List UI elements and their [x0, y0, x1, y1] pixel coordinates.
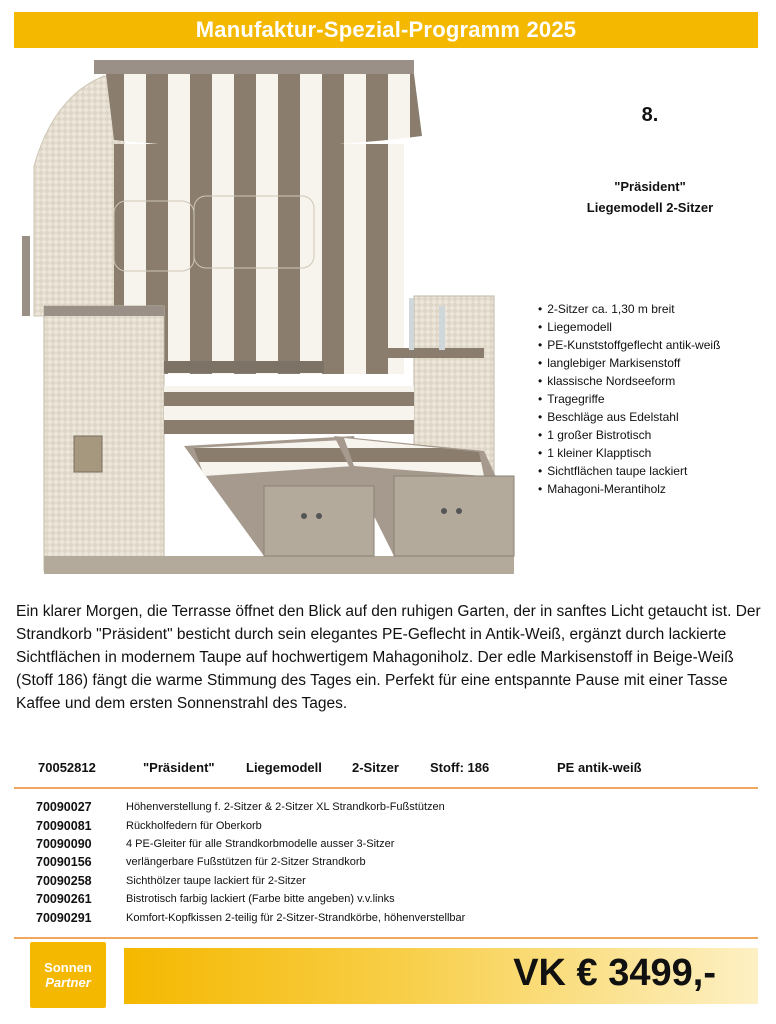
feature-item: • 1 kleiner Klapptisch — [538, 444, 720, 462]
spec-article-number: 70052812 — [38, 760, 96, 775]
feature-item: • langlebiger Markisenstoff — [538, 354, 720, 372]
product-image — [14, 56, 534, 580]
header-bar — [14, 12, 758, 48]
spec-model-name: "Präsident" — [143, 760, 215, 775]
accessory-description: Bistrotisch farbig lackiert (Farbe bitte angeben) v.v.links — [126, 893, 395, 906]
accessory-list — [36, 798, 756, 927]
accessory-description: verlängerbare Fußstützen für 2-Sitzer Strandkorb — [126, 856, 366, 869]
feature-item: • Mahagoni-Merantiholz — [538, 480, 720, 498]
accessory-code: 70090090 — [36, 836, 92, 851]
spec-size: 2-Sitzer — [352, 760, 399, 775]
logo-line1: Sonnen — [44, 960, 92, 975]
feature-item: • Tragegriffe — [538, 390, 720, 408]
feature-item: • PE-Kunststoffgeflecht antik-weiß — [538, 336, 720, 354]
accessory-code: 70090291 — [36, 910, 92, 925]
accessory-row — [36, 853, 756, 871]
model-subtitle: Liegemodell 2-Sitzer — [586, 200, 714, 215]
model-name: "Präsident" — [614, 179, 686, 194]
feature-item: • Beschläge aus Edelstahl — [538, 408, 720, 426]
accessory-code: 70090081 — [36, 818, 92, 833]
feature-item: • Liegemodell — [538, 318, 720, 336]
accessory-row — [36, 798, 756, 816]
accessory-row — [36, 908, 756, 926]
sonnenpartner-logo — [30, 942, 106, 1008]
feature-item: • Sichtflächen taupe lackiert — [538, 462, 720, 480]
logo-line2: Partner — [45, 975, 91, 990]
feature-item: • 2-Sitzer ca. 1,30 m breit — [538, 300, 720, 318]
item-number: 8. — [641, 104, 659, 126]
spec-row — [0, 760, 776, 780]
product-description: Ein klarer Morgen, die Terrasse öffnet den Blick auf den ruhigen Garten, der in sanftes Licht getaucht ist. Der Strandkorb "Präsident" besticht durch sein elegantes PE-Geflecht in Antik-Weiß, ergänzt durch lackierte Sichtflächen in modernem Taupe auf hochwertigem Mahagoniholz. Der edle Markisenstoff in Beige-Weiß (Stoff 186) fängt die warme Stimmung des Tages ein. Perfekt für eine entspannte Pause mit einer Tasse Kaffee und dem ersten Sonnenstrahl des Tages. — [16, 603, 761, 712]
accessory-description: Sichthölzer taupe lackiert für 2-Sitzer — [126, 874, 306, 887]
feature-list — [538, 300, 720, 498]
accessory-row — [36, 835, 756, 853]
model-title — [560, 176, 740, 218]
page-title: Manufaktur-Spezial-Programm 2025 — [195, 17, 577, 42]
accessory-code: 70090156 — [36, 855, 92, 870]
accessory-row — [36, 890, 756, 908]
spec-material: PE antik-weiß — [557, 760, 642, 775]
accessory-description: Höhenverstellung f. 2-Sitzer & 2-Sitzer XL Strandkorb-Fußstützen — [126, 801, 445, 814]
accessory-description: Komfort-Kopfkissen 2-teilig für 2-Sitzer-Strandkörbe, höhenverstellbar — [126, 911, 466, 924]
feature-item: • 1 großer Bistrotisch — [538, 426, 720, 444]
spec-model-type: Liegemodell — [246, 760, 322, 775]
price-bar — [124, 948, 758, 1004]
divider — [14, 937, 758, 939]
accessory-description: Rückholfedern für Oberkorb — [126, 819, 262, 832]
spec-fabric: Stoff: 186 — [430, 760, 490, 775]
divider — [14, 787, 758, 789]
accessory-row — [36, 872, 756, 890]
accessory-row — [36, 816, 756, 834]
accessory-code: 70090258 — [36, 873, 92, 888]
accessory-code: 70090027 — [36, 800, 92, 815]
accessory-code: 70090261 — [36, 892, 92, 907]
price: VK € 3499,- — [513, 952, 716, 994]
accessory-description: 4 PE-Gleiter für alle Strandkorbmodelle ausser 3-Sitzer — [126, 837, 395, 850]
feature-item: • klassische Nordseeform — [538, 372, 720, 390]
